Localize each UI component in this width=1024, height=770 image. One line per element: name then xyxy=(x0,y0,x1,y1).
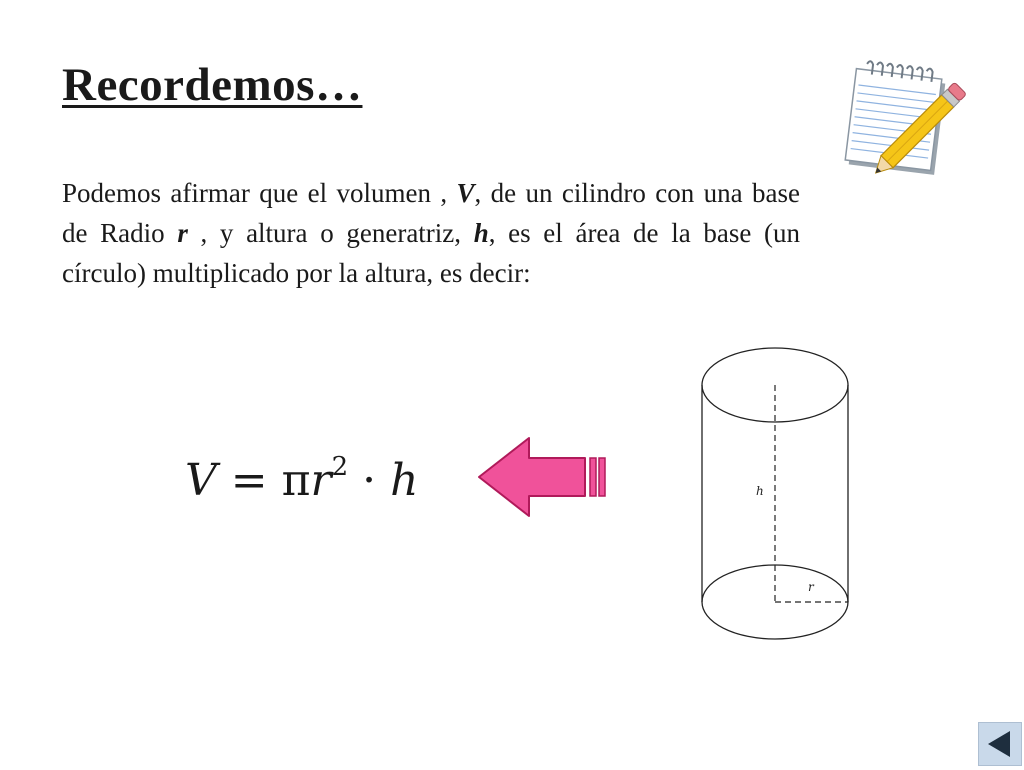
formula-equals-pi: = π xyxy=(216,455,311,506)
radius-label: r xyxy=(808,580,814,594)
paragraph-text-4: , es el área de la base (un círculo) multiplicado por la altura, es decir: xyxy=(62,218,800,288)
paragraph-text-3: , y altura o generatriz, xyxy=(187,218,474,248)
volume-variable: V xyxy=(456,178,475,208)
formula-dot: · xyxy=(348,455,391,506)
back-triangle-icon xyxy=(979,723,1021,765)
pink-left-arrow-icon xyxy=(477,436,612,518)
radius-variable: r xyxy=(177,218,188,248)
cylinder-diagram xyxy=(690,340,860,645)
height-variable: h xyxy=(473,218,489,248)
formula-exponent: 2 xyxy=(331,452,349,482)
formula-h: h xyxy=(390,455,419,506)
notepad-pencil-icon xyxy=(842,58,977,176)
formula-v: V xyxy=(185,455,217,506)
height-label: h xyxy=(756,484,764,498)
paragraph-text-2: , de un cilindro con una base de Radio xyxy=(62,178,801,248)
formula-r: r xyxy=(310,455,332,506)
intro-paragraph xyxy=(62,173,800,293)
slide-title: Recordemos… xyxy=(62,59,363,111)
volume-formula xyxy=(185,452,418,506)
back-button[interactable] xyxy=(978,722,1022,766)
paragraph-text-1: Podemos afirmar que el volumen , xyxy=(62,178,457,208)
